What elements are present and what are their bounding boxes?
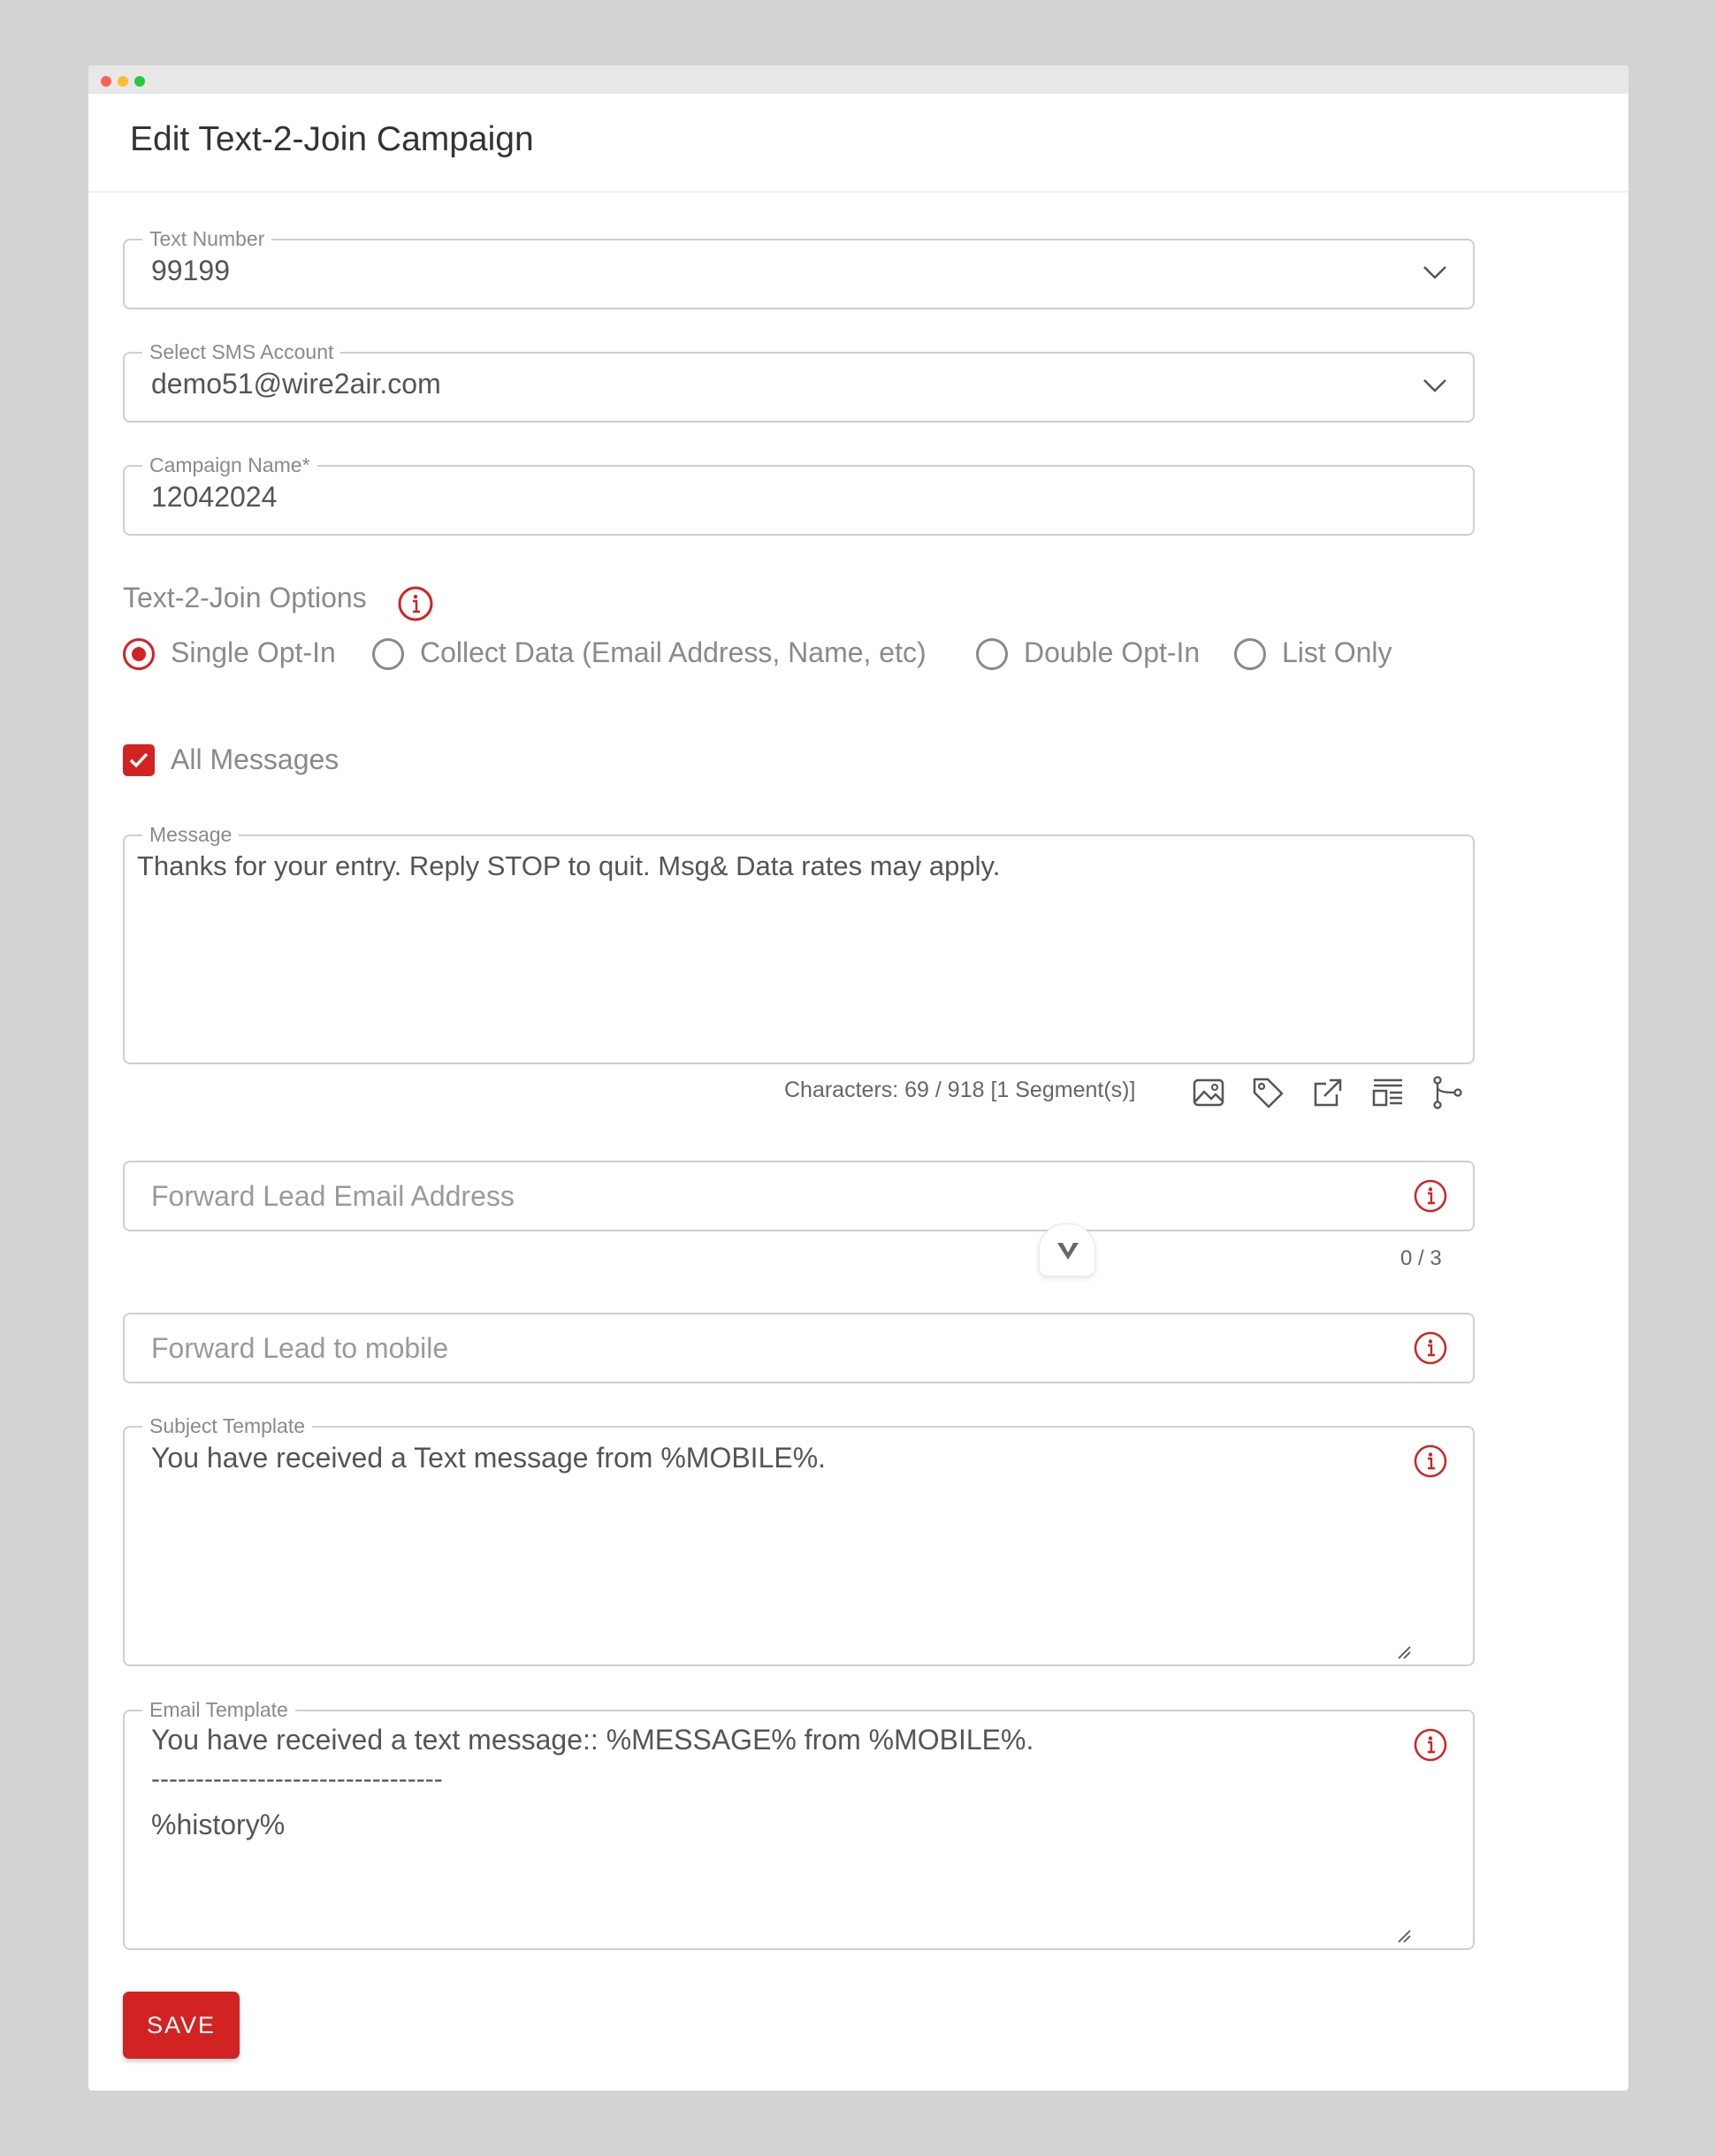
radio-label: Single Opt-In bbox=[171, 636, 336, 668]
info-icon[interactable] bbox=[1413, 1444, 1448, 1479]
info-icon[interactable] bbox=[1413, 1178, 1448, 1214]
radio-circle[interactable] bbox=[372, 638, 404, 670]
chevron-down-icon[interactable] bbox=[1422, 377, 1448, 394]
radio-label: List Only bbox=[1282, 636, 1392, 668]
all-messages-label: All Messages bbox=[171, 743, 339, 775]
campaign-name-input[interactable] bbox=[123, 453, 1475, 536]
email-template-textarea[interactable] bbox=[123, 1698, 1475, 1950]
resize-handle-icon[interactable] bbox=[1395, 1927, 1411, 1943]
campaign-name-label: Campaign Name* bbox=[142, 453, 317, 477]
radio-label: Double Opt-In bbox=[1024, 636, 1201, 668]
forward-mobile-placeholder: Forward Lead to mobile bbox=[151, 1332, 449, 1364]
email-template-divider: --------------------------------- bbox=[151, 1764, 443, 1794]
text-number-select[interactable] bbox=[123, 227, 1475, 309]
message-value: Thanks for your entry. Reply STOP to quit. Msg& Data rates may apply. bbox=[137, 850, 1001, 881]
floating-toggle-button[interactable] bbox=[1039, 1223, 1095, 1276]
radio-circle[interactable] bbox=[976, 638, 1008, 670]
info-icon[interactable] bbox=[1413, 1727, 1448, 1763]
email-template-line: You have received a text message:: %MESSAGE% from %MOBILE%. bbox=[151, 1724, 1034, 1756]
subject-template-value: You have received a Text message from %MOBILE%. bbox=[151, 1442, 827, 1474]
chevron-down-icon bbox=[1056, 1240, 1080, 1261]
tag-icon[interactable] bbox=[1250, 1075, 1285, 1110]
character-counter: Characters: 69 / 918 [1 Segment(s)] bbox=[784, 1078, 1136, 1102]
resize-handle-icon[interactable] bbox=[1395, 1643, 1411, 1659]
sms-account-label: Select SMS Account bbox=[142, 339, 340, 364]
chevron-down-icon[interactable] bbox=[1422, 263, 1448, 281]
campaign-name-value: 12042024 bbox=[151, 481, 278, 513]
all-messages-checkbox[interactable] bbox=[123, 744, 155, 776]
forward-email-placeholder: Forward Lead Email Address bbox=[151, 1180, 515, 1212]
save-button[interactable]: SAVE bbox=[123, 1992, 240, 2059]
info-icon[interactable] bbox=[397, 585, 434, 622]
options-section-label: Text-2-Join Options bbox=[123, 582, 367, 613]
message-textarea[interactable] bbox=[123, 823, 1475, 1064]
close-window-dot[interactable] bbox=[101, 76, 111, 87]
radio-circle[interactable] bbox=[123, 638, 155, 670]
minimize-window-dot[interactable] bbox=[118, 76, 128, 87]
subject-template-textarea[interactable] bbox=[123, 1414, 1475, 1666]
image-icon[interactable] bbox=[1191, 1075, 1226, 1110]
page-header bbox=[88, 94, 1628, 193]
info-icon[interactable] bbox=[1413, 1330, 1448, 1366]
forward-email-input[interactable] bbox=[123, 1161, 1475, 1231]
email-template-line: %history% bbox=[151, 1809, 286, 1840]
forward-mobile-input[interactable] bbox=[123, 1313, 1475, 1383]
external-link-icon[interactable] bbox=[1310, 1075, 1346, 1110]
radio-label: Collect Data (Email Address, Name, etc) bbox=[420, 636, 927, 668]
sms-account-value: demo51@wire2air.com bbox=[151, 368, 441, 400]
window-titlebar bbox=[88, 65, 1628, 94]
page-title: Edit Text-2-Join Campaign bbox=[130, 120, 534, 158]
sms-account-select[interactable] bbox=[123, 340, 1475, 423]
template-icon[interactable] bbox=[1370, 1075, 1406, 1110]
text-number-value: 99199 bbox=[151, 255, 230, 286]
text-number-label: Text Number bbox=[142, 226, 271, 251]
subject-template-label: Subject Template bbox=[142, 1413, 312, 1438]
branch-icon[interactable] bbox=[1430, 1075, 1465, 1110]
radio-circle[interactable] bbox=[1234, 638, 1266, 670]
checkmark-icon bbox=[123, 744, 155, 776]
email-template-label: Email Template bbox=[142, 1697, 295, 1722]
message-label: Message bbox=[142, 822, 239, 847]
forward-email-count: 0 / 3 bbox=[1400, 1246, 1442, 1270]
maximize-window-dot[interactable] bbox=[134, 76, 145, 87]
